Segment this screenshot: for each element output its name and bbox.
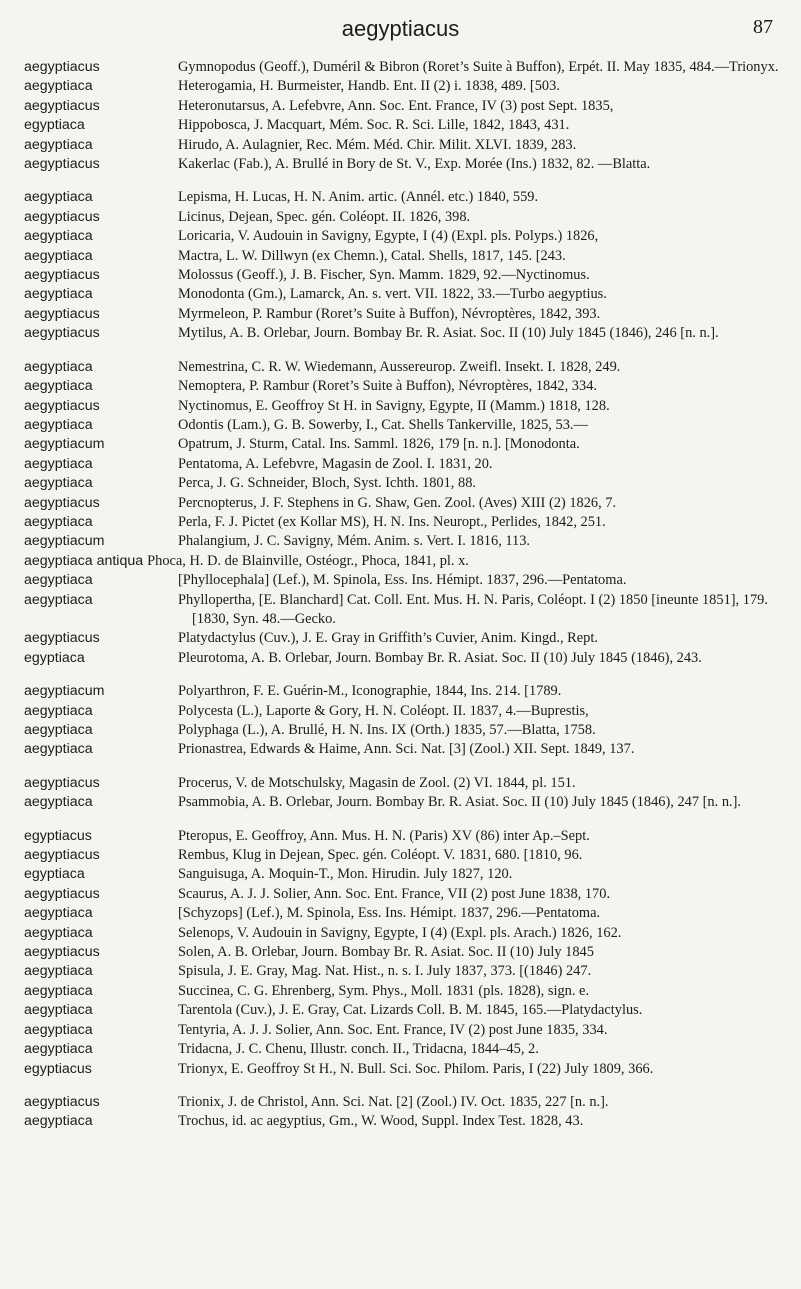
index-entry [24, 285, 784, 304]
entry-reference: Scaurus, A. J. J. Solier, Ann. Soc. Ent. France, VII (2) post June 1838, 170. [178, 885, 611, 902]
entry-term: aegyptiacus [24, 847, 100, 864]
entry-reference: Tarentola (Cuv.), J. E. Gray, Cat. Lizards Coll. B. M. 1845, 165.—Platydactylus. [178, 1002, 643, 1019]
index-entry [24, 962, 784, 981]
entry-term: aegyptiaca [24, 982, 93, 999]
entry-reference: Lepisma, H. Lucas, H. N. Anim. artic. (Annél. etc.) 1840, 559. [178, 189, 539, 206]
entry-reference: Heteronutarsus, A. Lefebvre, Ann. Soc. Ent. France, IV (3) post Sept. 1835, [178, 97, 614, 114]
index-entry [24, 474, 784, 493]
entry-reference: Trionix, J. de Christol, Ann. Sci. Nat. [2] (Zool.) IV. Oct. 1835, 227 [n. n.]. [178, 1093, 609, 1110]
entry-reference: Molossus (Geoff.), J. B. Fischer, Syn. Mamm. 1829, 92.—Nyctinomus. [178, 267, 590, 284]
index-entry [24, 591, 784, 630]
entry-term: aegyptiacus [24, 397, 100, 414]
entry-term: aegyptiaca [24, 702, 93, 719]
entry-reference: Loricaria, V. Audouin in Savigny, Egypte, I (4) (Expl. pls. Polyps.) 1826, [178, 228, 599, 245]
index-entry [24, 208, 784, 227]
entry-reference: Perca, J. G. Schneider, Bloch, Syst. Ichth. 1801, 88. [178, 475, 476, 492]
entry-reference: Spisula, J. E. Gray, Mag. Nat. Hist., n. s. I. July 1837, 373. [(1846) 247. [178, 963, 592, 980]
entry-term: aegyptiaca [24, 378, 93, 395]
entry-term: aegyptiaca [24, 189, 93, 206]
entry-term: aegyptiaca [24, 1041, 93, 1058]
entry-reference: Nemoptera, P. Rambur (Roret’s Suite à Buffon), Névroptères, 1842, 334. [178, 378, 597, 395]
index-entry [24, 721, 784, 740]
entry-term: aegyptiacus [24, 97, 100, 114]
index-entry [24, 97, 784, 116]
entry-reference: Pentatoma, A. Lefebvre, Magasin de Zool. I. 1831, 20. [178, 455, 493, 472]
entry-reference: Polyphaga (L.), A. Brullé, H. N. Ins. IX (Orth.) 1835, 57.—Blatta, 1758. [178, 722, 596, 738]
entry-reference: Psammobia, A. B. Orlebar, Journ. Bombay Br. R. Asiat. Soc. II (10) July 1845 (1846), 247 [n. n.]. [178, 794, 742, 811]
page-header [0, 10, 801, 50]
index-entry [24, 397, 784, 416]
page-number: 87 [753, 16, 773, 38]
index-entry [24, 1040, 784, 1059]
index-entry [24, 532, 784, 551]
entry-term: aegyptiacus [24, 305, 100, 322]
entry-term: aegyptiaca [24, 924, 93, 941]
entry-reference: Nyctinomus, E. Geoffroy St H. in Savigny, Egypte, II (Mamm.) 1818, 128. [178, 397, 610, 414]
entry-reference: Prionastrea, Edwards & Haime, Ann. Sci. Nat. [3] (Zool.) XII. Sept. 1849, 137. [178, 741, 635, 758]
index-entry [24, 740, 784, 759]
entry-term: egyptiaca [24, 866, 85, 883]
entry-term: aegyptiacus [24, 208, 100, 225]
index-entry [24, 247, 784, 266]
index-entry [24, 116, 784, 135]
entry-term: aegyptiacus [24, 267, 100, 284]
index-entry [24, 494, 784, 513]
index-entry [24, 455, 784, 474]
entry-reference: Pleurotoma, A. B. Orlebar, Journ. Bombay Br. R. Asiat. Soc. II (10) July 1845 (1846), 243. [178, 649, 702, 666]
entry-reference: [Schyzops] (Lef.), M. Spinola, Ess. Ins. Hémipt. 1837, 296.—Pentatoma. [178, 905, 601, 922]
entry-term: aegyptiaca [24, 794, 93, 811]
index-entry [24, 188, 784, 207]
entry-reference: Gymnopodus (Geoff.), Duméril & Bibron (Roret’s Suite à Buffon), Erpét. II. May 1835, 484.—Trionyx. [178, 59, 779, 75]
index-entry [24, 702, 784, 721]
entry-term: aegyptiaca [24, 905, 93, 922]
index-entry [24, 58, 784, 77]
running-head: aegyptiacus [341, 16, 460, 41]
entry-reference: Mytilus, A. B. Orlebar, Journ. Bombay Br. R. Asiat. Soc. II (10) July 1845 (1846), 246 [n. n.]. [178, 325, 719, 342]
index-entry [24, 885, 784, 904]
entry-reference: Hippobosca, J. Macquart, Mém. Soc. R. Sci. Lille, 1842, 1843, 431. [178, 117, 570, 134]
index-entry [24, 136, 784, 155]
entry-term: aegyptiaca [24, 1113, 93, 1130]
entry-reference: [Phyllocephala] (Lef.), M. Spinola, Ess. Ins. Hémipt. 1837, 296.—Pentatoma. [178, 572, 627, 589]
entry-term: aegyptiaca [24, 358, 93, 375]
entry-term: aegyptiaca [24, 741, 93, 758]
index-entry [24, 943, 784, 962]
entry-term: aegyptiacus [24, 325, 100, 342]
entry-term: aegyptiacus [24, 59, 100, 75]
index-entry [24, 1021, 784, 1040]
index-entry [24, 982, 784, 1001]
entry-reference: Phyllopertha, [E. Blanchard] Cat. Coll. Ent. Mus. H. N. Paris, Coléopt. I (2) 1850 [ineunte 1851], 179. [1830, Syn. 48.—Gecko. [178, 591, 768, 627]
entry-reference: Percnopterus, J. F. Stephens in G. Shaw, Gen. Zool. (Aves) XIII (2) 1826, 7. [178, 494, 617, 511]
entry-reference: Trochus, id. ac aegyptius, Gm., W. Wood, Suppl. Index Test. 1828, 43. [178, 1113, 584, 1130]
index-entry [24, 435, 784, 454]
entry-term: aegyptiacus [24, 774, 100, 791]
entry-term: aegyptiaca [24, 228, 93, 245]
entry-term: aegyptiaca [24, 1021, 93, 1038]
index-entry [24, 1112, 784, 1131]
entry-reference: Pteropus, E. Geoffroy, Ann. Mus. H. N. (Paris) XV (86) inter Ap.–Sept. [178, 827, 590, 844]
entry-reference: Tentyria, A. J. J. Solier, Ann. Soc. Ent. France, IV (2) post June 1835, 334. [178, 1021, 608, 1038]
entry-reference: Succinea, C. G. Ehrenberg, Sym. Phys., Moll. 1831 (pls. 1828), sign. e. [178, 982, 590, 999]
index-entry [24, 377, 784, 396]
entry-term: aegyptiacum [24, 436, 105, 453]
entry-reference: Nemestrina, C. R. W. Wiedemann, Aussereurop. Zweifl. Insekt. I. 1828, 249. [178, 358, 621, 375]
entry-term: aegyptiaca [24, 475, 93, 492]
entry-term: aegyptiaca [24, 1002, 93, 1019]
entry-term: aegyptiaca [24, 572, 93, 589]
index-entry [24, 865, 784, 884]
entry-term: egyptiacus [24, 1060, 92, 1077]
entry-term: aegyptiacus [24, 885, 100, 902]
index-entry [24, 827, 784, 846]
entry-term: aegyptiaca [24, 247, 93, 264]
entry-term: aegyptiacus [24, 944, 100, 961]
entry-reference: Solen, A. B. Orlebar, Journ. Bombay Br. R. Asiat. Soc. II (10) July 1845 [178, 944, 594, 961]
index-entry [24, 1093, 784, 1112]
entry-reference: Procerus, V. de Motschulsky, Magasin de Zool. (2) VI. 1844, pl. 151. [178, 774, 576, 791]
entry-term: egyptiacus [24, 827, 92, 844]
index-entry [24, 1060, 784, 1079]
entry-term: aegyptiacus [24, 630, 100, 647]
index-entry [24, 682, 784, 701]
index-entry [24, 266, 784, 285]
index-entry [24, 416, 784, 435]
index-entry [24, 774, 784, 793]
entry-reference: Phoca, H. D. de Blainville, Ostéogr., Phoca, 1841, pl. x. [147, 552, 469, 569]
entry-reference: Tridacna, J. C. Chenu, Illustr. conch. II., Tridacna, 1844–45, 2. [178, 1041, 539, 1058]
index-entry [24, 846, 784, 865]
entry-reference: Odontis (Lam.), G. B. Sowerby, I., Cat. Shells Tankerville, 1825, 53.— [178, 416, 588, 433]
entry-term: aegyptiacum [24, 533, 105, 550]
entry-reference: Licinus, Dejean, Spec. gén. Coléopt. II. 1826, 398. [178, 208, 471, 225]
entry-term: aegyptiacus [24, 494, 100, 511]
index-entry [24, 513, 784, 532]
entry-reference: Polyarthron, F. E. Guérin-M., Iconographie, 1844, Ins. 214. [1789. [178, 683, 562, 700]
index-entry [24, 324, 784, 343]
entry-reference: Polycesta (L.), Laporte & Gory, H. N. Coléopt. II. 1837, 4.—Buprestis, [178, 702, 589, 719]
entry-term: aegyptiacus [24, 1093, 100, 1110]
entry-reference: Monodonta (Gm.), Lamarck, An. s. vert. VII. 1822, 33.—Turbo aegyptius. [178, 286, 607, 303]
entry-term: aegyptiaca [24, 78, 93, 95]
entry-term: aegyptiaca [24, 455, 93, 472]
index-entry [24, 552, 784, 571]
index-entry [24, 629, 784, 648]
entry-term: egyptiaca [24, 649, 85, 666]
entry-reference: Perla, F. J. Pictet (ex Kollar MS), H. N. Ins. Neuropt., Perlides, 1842, 251. [178, 513, 606, 530]
index-entry [24, 77, 784, 96]
entry-reference: Kakerlac (Fab.), A. Brullé in Bory de St. V., Exp. Morée (Ins.) 1832, 82. —Blatta. [178, 156, 651, 173]
index-entry [24, 904, 784, 923]
index-entry [24, 571, 784, 590]
entry-reference: Selenops, V. Audouin in Savigny, Egypte, I (4) (Expl. pls. Arach.) 1826, 162. [178, 924, 622, 941]
entry-term: aegyptiaca [24, 286, 93, 303]
index-entry [24, 1001, 784, 1020]
entry-reference: Myrmeleon, P. Rambur (Roret’s Suite à Buffon), Névroptères, 1842, 393. [178, 305, 601, 322]
entry-term: aegyptiaca [24, 416, 93, 433]
index-entry [24, 649, 784, 668]
entry-reference: Hirudo, A. Aulagnier, Rec. Mém. Méd. Chir. Milit. XLVI. 1839, 283. [178, 136, 577, 153]
index-entry [24, 155, 784, 174]
entry-reference: Rembus, Klug in Dejean, Spec. gén. Coléopt. V. 1831, 680. [1810, 96. [178, 847, 583, 864]
index-entry [24, 924, 784, 943]
entry-reference: Trionyx, E. Geoffroy St H., N. Bull. Sci. Soc. Philom. Paris, I (22) July 1809, 366. [178, 1060, 654, 1077]
entry-reference: Sanguisuga, A. Moquin-T., Mon. Hirudin. July 1827, 120. [178, 866, 513, 883]
index-entries [24, 58, 784, 1132]
entry-term: aegyptiaca [24, 513, 93, 530]
entry-reference: Opatrum, J. Sturm, Catal. Ins. Samml. 1826, 179 [n. n.]. [Monodonta. [178, 436, 580, 453]
entry-term: aegyptiaca antiqua [24, 552, 144, 569]
index-entry [24, 358, 784, 377]
entry-term: aegyptiaca [24, 591, 93, 608]
entry-reference: Mactra, L. W. Dillwyn (ex Chemn.), Catal. Shells, 1817, 145. [243. [178, 247, 566, 264]
entry-reference: Phalangium, J. C. Savigny, Mém. Anim. s. Vert. I. 1816, 113. [178, 533, 531, 550]
entry-term: egyptiaca [24, 117, 85, 134]
index-entry [24, 305, 784, 324]
entry-term: aegyptiaca [24, 722, 93, 738]
index-entry [24, 793, 784, 812]
entry-term: aegyptiacus [24, 156, 100, 173]
entry-term: aegyptiaca [24, 963, 93, 980]
entry-term: aegyptiacum [24, 683, 105, 700]
entry-reference: Heterogamia, H. Burmeister, Handb. Ent. II (2) i. 1838, 489. [503. [178, 78, 560, 95]
index-entry [24, 227, 784, 246]
entry-term: aegyptiaca [24, 136, 93, 153]
entry-reference: Platydactylus (Cuv.), J. E. Gray in Griffith’s Cuvier, Anim. Kingd., Rept. [178, 630, 598, 647]
